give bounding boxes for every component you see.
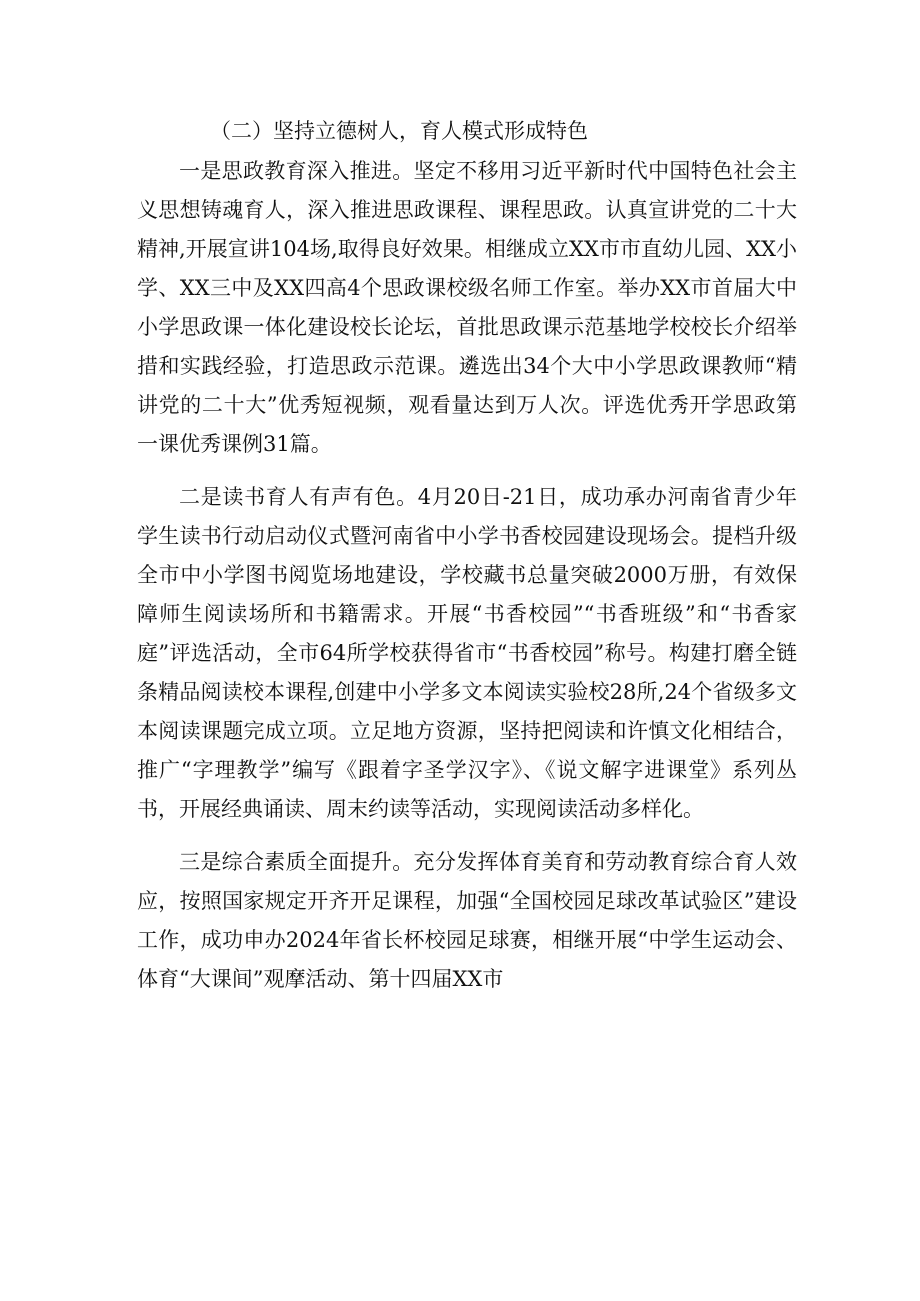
document-body: [137, 112, 797, 999]
section-heading: （二）坚持立德树人，育人模式形成特色: [210, 119, 588, 143]
paragraph-comprehensive-quality: 三是综合素质全面提升。充分发挥体育美育和劳动教育综合育人效应，按照国家规定开齐开足课程，加强“全国校园足球改革试验区”建设工作，成功申办2024年省长杯校园足球赛，相继开展“中学生运动会、体育“大课间”观摩活动、第十四届XX市: [137, 850, 797, 991]
paragraph-reading-education: 二是读书育人有声有色。4月20日-21日，成功承办河南省青少年学生读书行动启动仪式暨河南省中小学书香校园建设现场会。提档升级全市中小学图书阅览场地建设，学校藏书总量突破2000万册，有效保障师生阅读场所和书籍需求。开展“书香校园”“书香班级”和“书香家庭”评选活动，全市64所学校获得省市“书香校园”称号。构建打磨全链条精品阅读校本课程,创建中小学多文本阅读实验校28所,24个省级多文本阅读课题完成立项。立足地方资源，坚持把阅读和许慎文化相结合，推广“字理教学”编写《跟着字圣学汉字》、《说文解字进课堂》系列丛书，开展经典诵读、周末约读等活动，实现阅读活动多样化。: [137, 485, 797, 821]
paragraph-ideological-education: 一是思政教育深入推进。坚定不移用习近平新时代中国特色社会主义思想铸魂育人，深入推进思政课程、课程思政。认真宣讲党的二十大精神,开展宣讲104场,取得良好效果。相继成立XX市市直幼儿园、XX小学、XX三中及XX四高4个思政课校级名师工作室。举办XX市首届大中小学思政课一体化建设校长论坛，首批思政课示范基地学校校长介绍举措和实践经验，打造思政示范课。遴选出34个大中小学思政课教师“精讲党的二十大”优秀短视频，观看量达到万人次。评选优秀开学思政第一课优秀课例31篇。: [137, 159, 797, 456]
